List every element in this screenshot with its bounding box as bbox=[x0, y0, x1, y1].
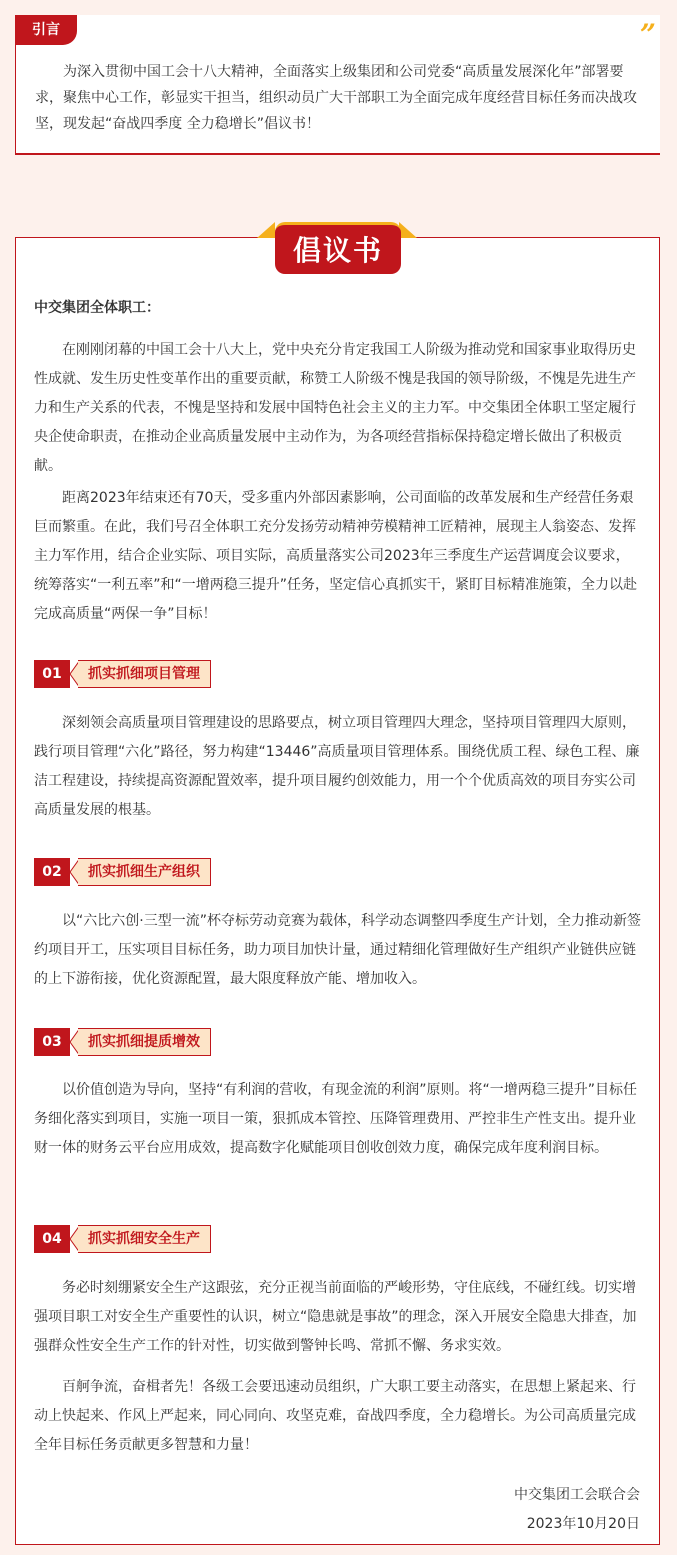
section-text-01: 深刻领会高质量项目管理建设的思路要点，树立项目管理四大理念，坚持项目管理四大原则，践行项目管理“六化”路径，努力构建“13446”高质量项目管理体系。围绕优质工程、绿色工程、廉洁工程建设，持续提高资源配置效率，提升项目履约创效能力，用一个个优质高效的项目夯实公司高质量发展的根基。 bbox=[34, 715, 640, 818]
section-text-03: 以价值创造为导向，坚持“有利润的营收，有现金流的利润”原则。将“一增两稳三提升”目标任务细化落实到项目，实施一项目一策，狠抓成本管控、压降管理费用、严控非生产性支出。提升业财一体的财务云平台应用成效，提高数字化赋能项目创收创效力度，确保完成年度利润目标。 bbox=[34, 1082, 638, 1156]
section-number-03: 03 bbox=[34, 1028, 70, 1056]
section-title-02: 抓实抓细生产组织 bbox=[78, 858, 211, 886]
banner-ribbon-right bbox=[399, 222, 417, 238]
section-text-02: 以“六比六创·三型一流”杯夺标劳动竞赛为载体，科学动态调整四季度生产计划，全力推动新签约项目开工，压实项目目标任务，助力项目加快计量，通过精细化管理做好生产组织产业链供应链的上下游衔接，优化资源配置，最大限度释放产能、增加收入。 bbox=[34, 913, 641, 987]
banner-ribbon-left bbox=[257, 222, 275, 238]
closing-paragraph: 百舸争流，奋楫者先！各级工会要迅速动员组织，广大职工要主动落实，在思想上紧起来、行动上快起来、作风上严起来，同心同向、攻坚克难，奋战四季度，全力稳增长。为公司高质量完成全年目标任务贡献更多智慧和力量！ bbox=[34, 1379, 636, 1453]
signature-org: 中交集团工会联合会 bbox=[514, 1487, 640, 1503]
section-number-02: 02 bbox=[34, 858, 70, 886]
section-title-03: 抓实抓细提质增效 bbox=[78, 1028, 211, 1056]
paragraph-2: 距离2023年结束还有70天，受多重内外部因素影响，公司面临的改革发展和生产经营任务艰巨而繁重。在此，我们号召全体职工充分发扬劳动精神劳模精神工匠精神，展现主人翁姿态、发挥主力军作用，结合企业实际、项目实际，高质量落实公司2023年三季度生产运营调度会议要求，统筹落实“一利五率”和“一增两稳三提升”任务，坚定信心真抓实干，紧盯目标精准施策，全力以赴完成高质量“两保一争”目标！ bbox=[34, 490, 638, 622]
section-text-04: 务必时刻绷紧安全生产这跟弦，充分正视当前面临的严峻形势，守住底线，不碰红线。切实增强项目职工对安全生产重要性的认识，树立“隐患就是事故”的理念，深入开展安全隐患大排查，加强群众性安全生产工作的针对性，切实做到警钟长鸣、常抓不懈、务求实效。 bbox=[34, 1280, 637, 1354]
section-title-01: 抓实抓细项目管理 bbox=[78, 660, 211, 688]
section-title-04: 抓实抓细安全生产 bbox=[78, 1225, 211, 1253]
intro-card bbox=[15, 15, 660, 155]
quote-mark-icon: ” bbox=[639, 18, 656, 51]
proposal-banner-title: 倡议书 bbox=[275, 222, 401, 274]
addressee: 中交集团全体职工： bbox=[34, 300, 160, 316]
signature-date: 2023年10月20日 bbox=[526, 1516, 640, 1532]
paragraph-1: 在刚刚闭幕的中国工会十八大上，党中央充分肯定我国工人阶级为推动党和国家事业取得历史性成就、发生历史性变革作出的重要贡献，称赞工人阶级不愧是我国的领导阶级，不愧是先进生产力和生产关系的代表，不愧是坚持和发展中国特色社会主义的主力军。中交集团全体职工坚定履行央企使命职责，在推动企业高质量发展中主动作为，为各项经营指标保持稳定增长做出了积极贡献。 bbox=[34, 342, 636, 474]
intro-text: 为深入贯彻中国工会十八大精神，全面落实上级集团和公司党委“高质量发展深化年”部署要求，聚焦中心工作，彰显实干担当，组织动员广大干部职工为全面完成年度经营目标任务而决战攻坚，现发起“奋战四季度 全力稳增长”倡议书！ bbox=[35, 64, 637, 132]
section-number-01: 01 bbox=[34, 660, 70, 688]
intro-tag: 引言 bbox=[15, 15, 77, 45]
section-number-04: 04 bbox=[34, 1225, 70, 1253]
